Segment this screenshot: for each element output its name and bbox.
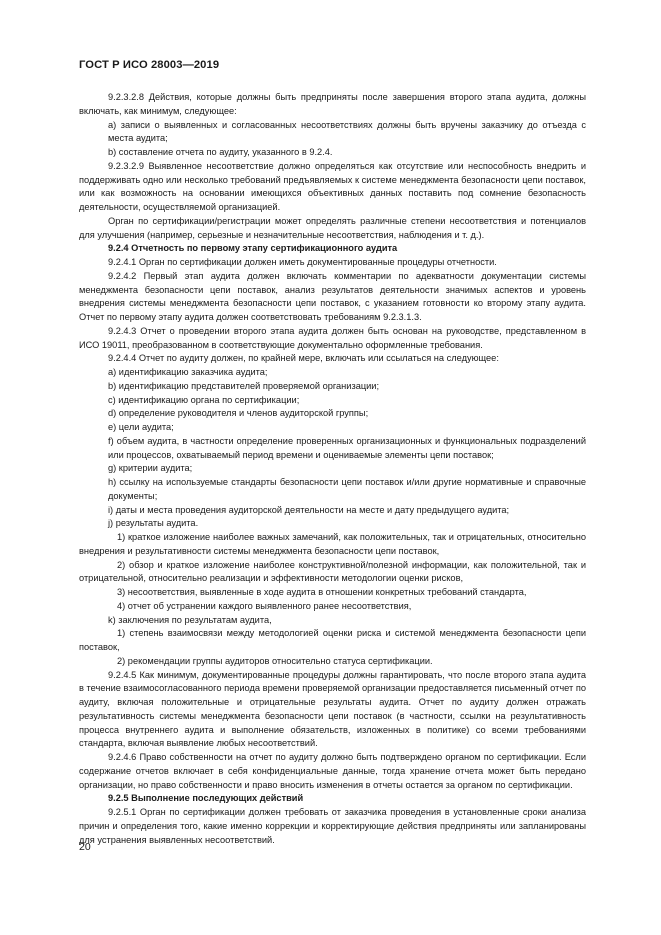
list-item: a) идентификацию заказчика аудита; xyxy=(108,367,268,377)
list-item: 1) степень взаимосвязи между методологией оценки риска и системой менеджмента безопасности цепи поставок, xyxy=(79,628,586,652)
list-item: g) критерии аудита; xyxy=(108,463,193,474)
paragraph: 9.2.4.5 Как минимум, документированные процедуры должны гарантировать, что после второго этапа аудита в течение взаимосогласованного периода времени проверяемой организации предоставляется письменный отчет по аудиту, включая положительные и отрицательные результаты аудита. Отчет по аудиту должен отражать результативность системы менеджмента безопасности цепи поставок (в частности, ссылки на результативность процесса внутреннего аудита и выполнение обязательств, изложенных в политике) со всеми требованиями стандарта, включая выявление любых несоответствий. xyxy=(79,669,586,749)
list-item: 4) отчет об устранении каждого выявленного ранее несоответствия, xyxy=(117,600,412,611)
paragraph: 9.2.3.2.9 Выявленное несоответствие должно определяться как отсутствие или неспособность внедрить и поддерживать одно или несколько требований предъявляемых к системе менеджмента безопасности цепи поставок, или как возможность на основании имеющихся объективных данных поставить под сомнение безопасность деятельности, осуществляемой организацией. xyxy=(79,160,586,212)
document-body xyxy=(79,91,586,847)
list-item: f) объем аудита, в частности определение проверенных организационных и функциональных подразделений или процессов, охватываемый период времени и оцениваемые элементы цепи поставок; xyxy=(108,435,586,460)
list-item: 2) рекомендации группы аудиторов относительно статуса сертификации. xyxy=(117,655,433,666)
paragraph: 9.2.4.1 Орган по сертификации должен иметь документированные процедуры отчетности. xyxy=(108,257,497,267)
paragraph: 9.2.4.2 Первый этап аудита должен включать комментарии по адекватности документации системы менеджмента безопасности цепи поставок, анализ результатов деятельности значимых аспектов и уровень внедрения системы менеджмента безопасности цепи поставок, с указанием готовности ко второму этапу аудита. Отчет по первому этапу аудита должен соответствовать требованиям 9.2.3.1.3. xyxy=(79,270,586,322)
page-header: ГОСТ Р ИСО 28003—2019 xyxy=(79,59,220,71)
page-number: 20 xyxy=(79,841,91,853)
list-item: d) определение руководителя и членов аудиторской группы; xyxy=(108,408,369,419)
section-heading: 9.2.5 Выполнение последующих действий xyxy=(108,793,304,804)
list-item: 2) обзор и краткое изложение наиболее конструктивной/полезной информации, как положительной, так и отрицательной, относительно реализации и эффективности методологии оценки рисков, xyxy=(79,559,586,584)
list-item: i) даты и места проведения аудиторской деятельности на месте и дату предыдущего аудита; xyxy=(108,504,510,515)
list-item: b) идентификацию представителей проверяемой организации; xyxy=(108,380,380,391)
list-item: b) составление отчета по аудиту, указанного в 9.2.4. xyxy=(108,147,333,157)
list-item: e) цели аудита; xyxy=(108,422,174,432)
paragraph: 9.2.4.3 Отчет о проведении второго этапа аудита должен быть основан на руководстве, представленном в ИСО 19011, преобразованном в соответствующие документально оформленные требования. xyxy=(79,325,586,350)
paragraph: 9.2.3.2.8 Действия, которые должны быть предприняты после завершения второго этапа аудита, должны включать, как минимум, следующее: xyxy=(79,92,586,116)
list-item: k) заключения по результатам аудита, xyxy=(108,614,272,625)
list-item: a) записи о выявленных и согласованных несоответствиях должны быть вручены заказчику до отъезда с места аудита; xyxy=(108,119,586,144)
list-item: 3) несоответствия, выявленные в ходе аудита в отношении конкретных требований стандарта, xyxy=(117,587,527,597)
list-item: j) результаты аудита. xyxy=(108,518,199,529)
list-item: c) идентификацию органа по сертификации; xyxy=(108,394,300,405)
list-item: 1) краткое изложение наиболее важных замечаний, как положительных, так и отрицательных, относительно внедрения и результативности системы менеджмента безопасности цепи поставок, xyxy=(79,532,586,556)
paragraph: 9.2.5.1 Орган по сертификации должен требовать от заказчика проведения в установленные сроки анализа причин и определения того, какие именно коррекции и корректирующие действия предприняты или запланированы для устранения выявленных несоответствий. xyxy=(79,807,586,845)
list-item: h) ссылку на используемые стандарты безопасности цепи поставок и/или другие нормативные и справочные документы; xyxy=(108,477,586,501)
paragraph: 9.2.4.6 Право собственности на отчет по аудиту должно быть подтверждено органом по сертификации. Если содержание отчетов включает в себя конфиденциальные данные, тогда хранение отчета может быть передано организации, но право собственности и право вносить изменения в отчеты остается за органом по сертификации. xyxy=(79,752,586,790)
paragraph: 9.2.4.4 Отчет по аудиту должен, по крайней мере, включать или ссылаться на следующее: xyxy=(108,353,499,364)
section-heading: 9.2.4 Отчетность по первому этапу сертификационного аудита xyxy=(108,243,398,254)
paragraph: Орган по сертификации/регистрации может определять различные степени несоответствия и потенциалов для улучшения (например, серьезные и незначительные несоответствия, наблюдения и т. д.). xyxy=(79,215,586,240)
